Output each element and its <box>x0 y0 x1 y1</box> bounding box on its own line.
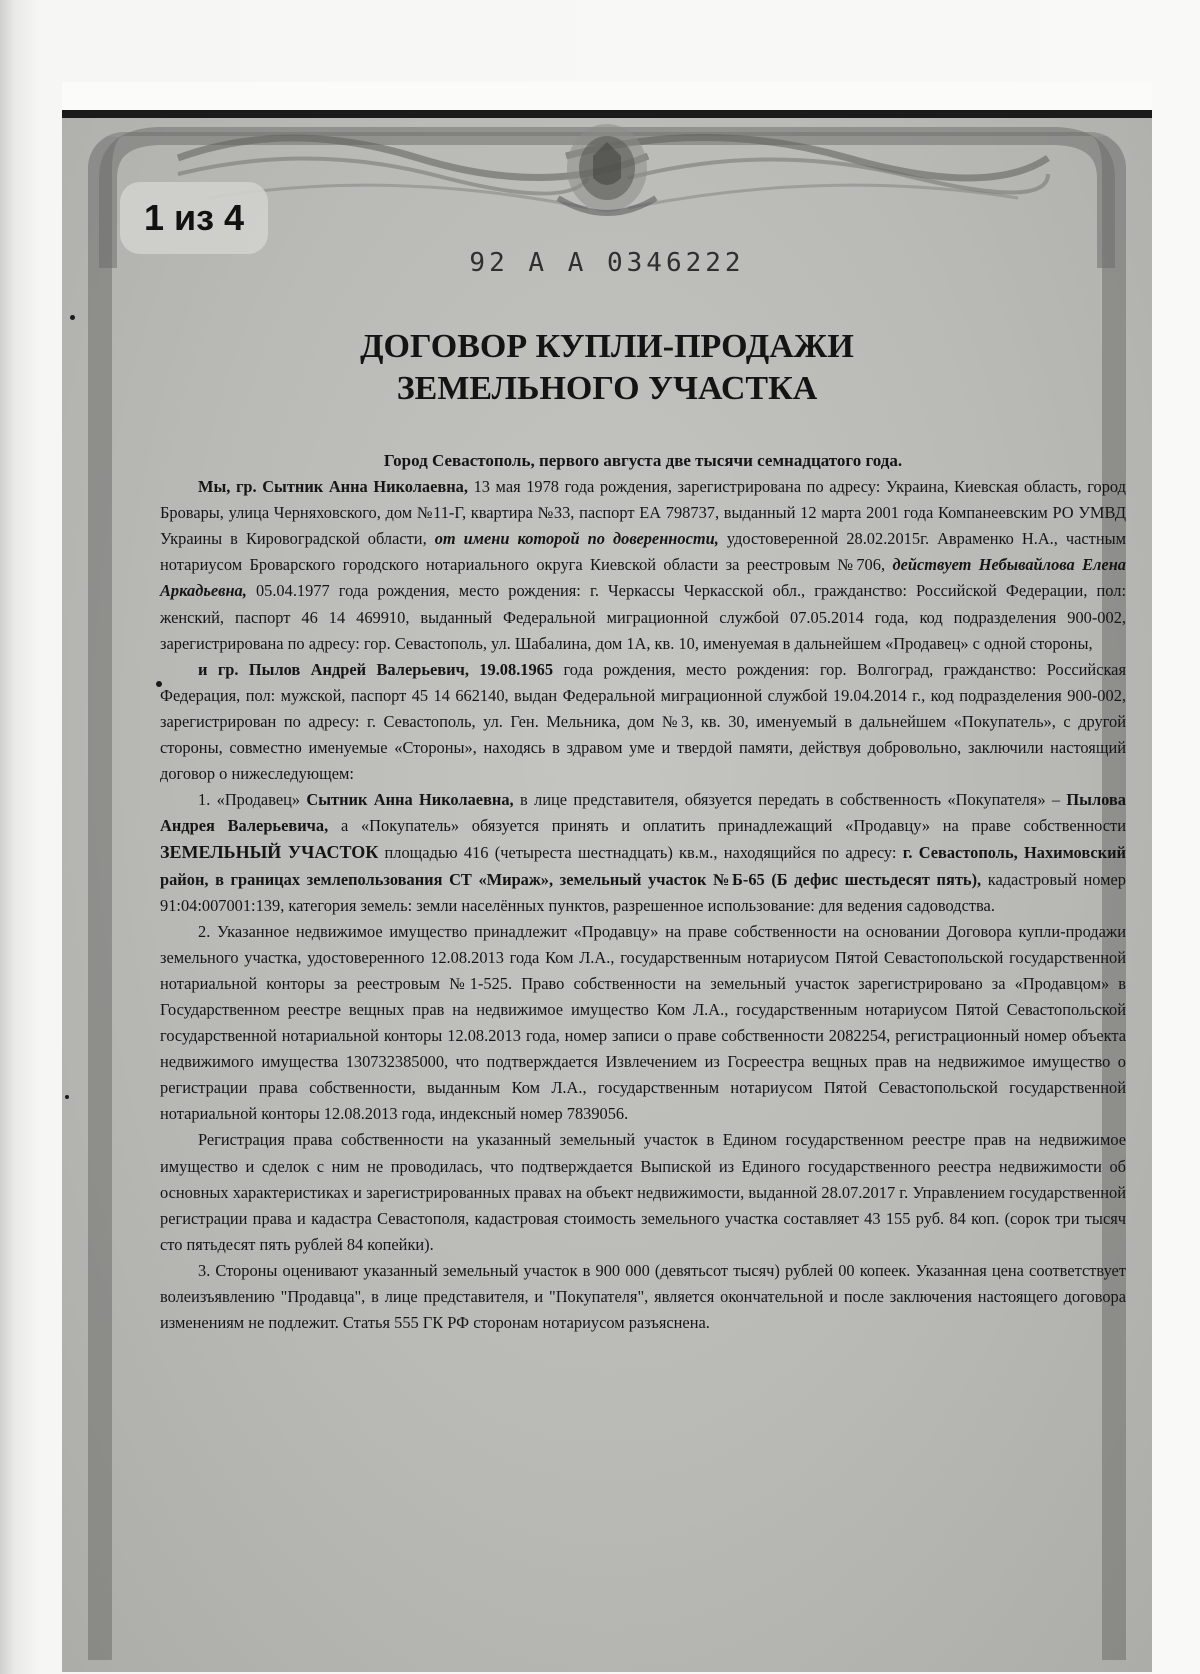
clause-1-text-c: а «Покупатель» обязуется принять и оплатить принадлежащий «Продавцу» на праве собственности <box>328 816 1126 836</box>
clause-1-text-b: в лице представителя, обязуется передать в собственность «Покупателя» – <box>513 790 1067 810</box>
document-sheet <box>62 82 1152 1672</box>
place-date-line: Город Севастополь, первого августа две тысячи семнадцатого года. <box>383 451 903 470</box>
clause-1 <box>160 787 1126 918</box>
power-of-attorney-details: удостоверенной 28.02.2015г. Авраменко Н.А., частным нотариусом Броварского городского нотариального округа Киевской области за реестровым №706, <box>160 529 1126 575</box>
page-indicator-badge: 1 из 4 <box>120 182 268 254</box>
seller-details: 13 мая 1978 года рождения, зарегистрирована по адресу: Украина, Киевская область, город Бровары, улица Черняховского, дом №11-Г, квартира №33, паспорт ЕА 798737, выданный 12 марта 2001 года Компанеевским РО УМВД Украины в Кировоградской области, <box>160 477 1126 549</box>
buyer-name: и гр. Пылов Андрей Валерьевич, 19.08.1965 <box>198 659 554 679</box>
parties-buyer-paragraph <box>160 657 1126 787</box>
clause-2: 2. Указанное недвижимое имущество принадлежит «Продавцу» на праве собственности на основании Договора купли-продажи земельного участка, удостоверенного 12.08.2013 года Ком Л.А., государственным нотариусом Пятой Севастопольской государственной нотариальной конторы за реестровым №1-525. Право собственности на земельный участок зарегистрировано за «Продавцом» в Государственном реестре вещных прав на недвижимое имущество Ком Л.А., государственным нотариусом Пятой Севастопольской государственной нотариальной конторы 12.08.2013 года, номер записи о праве собственности 2082254, регистрационный номер объекта недвижимого имущества 130732385000, что подтверждается Извлечением из Госреестра вещных прав на недвижимое имущество о регистрации права собственности, выданным Ком Л.А., государственным нотариусом Пятой Севастопольской государственной нотариальной конторы 12.08.2013 года, индексный номер 7839056. <box>160 921 1126 1124</box>
document-title-line-2: ЗЕМЕЛЬНОГО УЧАСТКА <box>396 370 818 407</box>
scan-speck <box>65 1095 69 1099</box>
scan-speck <box>156 681 162 687</box>
representative-details: 05.04.1977 года рождения, место рождения: г. Черкассы Черкасской обл., гражданство: Российской Федерации, пол: женский, паспорт 46 14 469910, выданный Федеральной миграционной службой 07.05.2014 года, код подразделения 900-002, зарегистрирована по адресу: гор. Севастополь, ул. Шабалина, дом 1А, кв. 10, именуемая в дальнейшем «Продавец» с одной стороны, <box>160 581 1126 653</box>
clause-1-address: г. Севастополь, Нахимовский район, в границах землепользования СТ «Мираж», земельный участок №Б-65 (Б дефис шестьдесят пять), <box>160 843 1126 889</box>
document-title <box>62 326 1152 410</box>
clause-1-text-d: площадью 416 (четыреста шестнадцать) кв.м., находящийся по адресу: <box>378 843 903 863</box>
scan-speck <box>70 315 75 320</box>
document-title-line-1: ДОГОВОР КУПЛИ-ПРОДАЖИ <box>360 328 854 365</box>
clause-3: 3. Стороны оценивают указанный земельный участок в 900 000 (девятьсот тысяч) рублей 00 копеек. Указанная цена соответствует волеизъявлению "Продавца", в лице представителя, и "Покупателя", является окончательной и после заключения настоящего договора изменениям не подлежит. Статья 555 ГК РФ сторонам нотариусом разъяснена. <box>160 1260 1126 1333</box>
buyer-details: года рождения, место рождения: гор. Волгоград, гражданство: Российская Федерация, пол: мужской, паспорт 45 14 662140, выдан Федеральной миграционной службой 19.04.2014 г., код подразделения 900-002, зарегистрирован по адресу: г. Севастополь, ул. Ген. Мельника, дом №3, кв. 30, именуемый в дальнейшем «Покупатель», с другой стороны, совместно именуемые «Стороны», находясь в здравом уме и твердой памяти, действуя добровольно, заключили настоящий договор о нижеследующем: <box>160 659 1126 784</box>
clause-1-buyer: Пылова Андрея Валерьевича, <box>160 790 1126 836</box>
clause-1-object: ЗЕМЕЛЬНЫЙ УЧАСТОК <box>160 842 379 863</box>
clause-1-text-a: 1. «Продавец» <box>198 790 307 810</box>
seller-name: Мы, гр. Сытник Анна Николаевна, <box>198 477 468 497</box>
form-serial-number: 92 А А 0346222 <box>469 248 745 278</box>
photocopy-area <box>62 118 1152 1672</box>
clause-1-seller: Сытник Анна Николаевна, <box>306 790 514 810</box>
contract-body <box>160 448 1126 1336</box>
registration-paragraph: Регистрация права собственности на указанный земельный участок в Едином государственном реестре прав на недвижимое имущество и сделок с ним не проводилась, что подтверждается Выпиской из Единого государственного реестра недвижимости об основных характеристиках и зарегистрированных правах на объект недвижимости, выданной 28.07.2017 г. Управлением государственной регистрации права и кадастра Севастополя, кадастровая стоимость земельного участка составляет 43 155 руб. 84 коп. (сорок три тысяч сто пятьдесят пять рублей 84 копейки). <box>160 1130 1126 1254</box>
representative-name: действует Небывайлова Елена Аркадьевна, <box>160 555 1126 601</box>
power-of-attorney-phrase: от имени которой по доверенности, <box>434 529 719 549</box>
parties-seller-paragraph <box>160 474 1126 657</box>
clause-1-text-e: кадастровый номер 91:04:007001:139, категория земель: земли населённых пунктов, разрешенное использование: для ведения садоводства. <box>160 869 1126 915</box>
